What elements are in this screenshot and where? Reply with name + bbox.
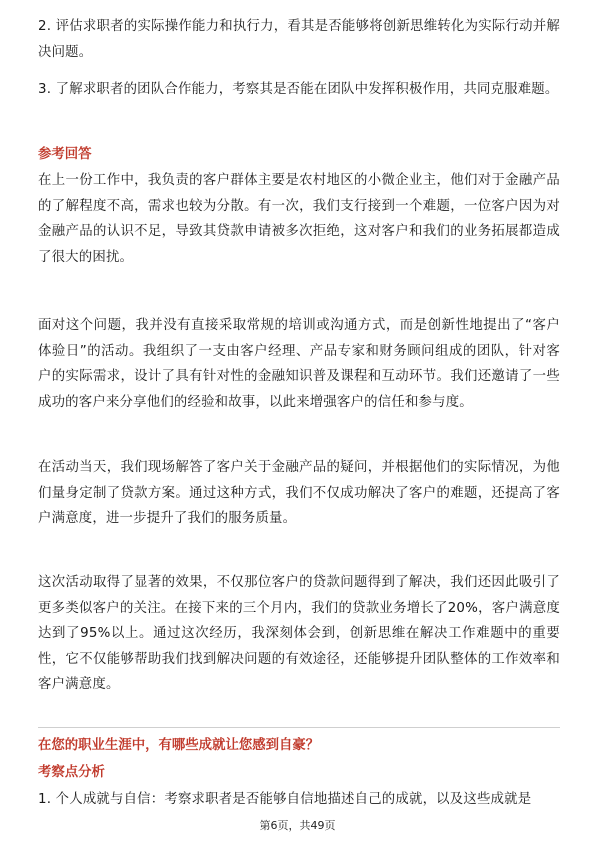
answer-paragraph-1: 在上一份工作中，我负责的客户群体主要是农村地区的小微企业主，他们对于金融产品的了解程度不高，需求也较为分散。有一次，我们支行接到一个难题，一位客户因为对金融产品的认识不足，导致其贷款申请被多次拒绝，这对客户和我们的业务拓展都造成了很大的困扰。 xyxy=(38,173,560,265)
answer-paragraph-2: 面对这个问题，我并没有直接采取常规的培训或沟通方式，而是创新性地提出了“客户体验日”的活动。我组织了一支由客户经理、产品专家和财务顾问组成的团队，针对客户的实际需求，设计了具有针对性的金融知识普及课程和互动环节。我们还邀请了一些成功的客户来分享他们的经验和故事，以此来增强客户的信任和参与度。 xyxy=(38,318,560,410)
criteria-item-3: 3. 了解求职者的团队合作能力，考察其是否能在团队中发挥积极作用，共同克服难题。 xyxy=(38,82,559,97)
section-divider xyxy=(38,727,560,728)
analysis-item-1: 1. 个人成就与自信：考察求职者是否能够自信地描述自己的成就，以及这些成就是 xyxy=(38,792,532,807)
question-heading: 在您的职业生涯中，有哪些成就让您感到自豪？ xyxy=(38,738,320,753)
analysis-heading: 考察点分析 xyxy=(38,765,105,780)
answer-heading: 参考回答 xyxy=(38,147,92,162)
page-number: 第6页，共49页 xyxy=(259,819,336,832)
answer-paragraph-4: 这次活动取得了显著的效果，不仅那位客户的贷款问题得到了解决，我们还因此吸引了更多类似客户的关注。在接下来的三个月内，我们的贷款业务增长了20%，客户满意度达到了95%以上。通过这次经历，我深刻体会到，创新思维在解决工作难题中的重要性，它不仅能够帮助我们找到解决问题的有效途径，还能够提升团队整体的工作效率和客户满意度。 xyxy=(38,575,560,692)
answer-paragraph-3: 在活动当天，我们现场解答了客户关于金融产品的疑问，并根据他们的实际情况，为他们量身定制了贷款方案。通过这种方式，我们不仅成功解决了客户的难题，还提高了客户满意度，进一步提升了我们的服务质量。 xyxy=(38,460,560,526)
criteria-item-2: 2. 评估求职者的实际操作能力和执行力，看其是否能够将创新思维转化为实际行动并解决问题。 xyxy=(38,19,560,60)
